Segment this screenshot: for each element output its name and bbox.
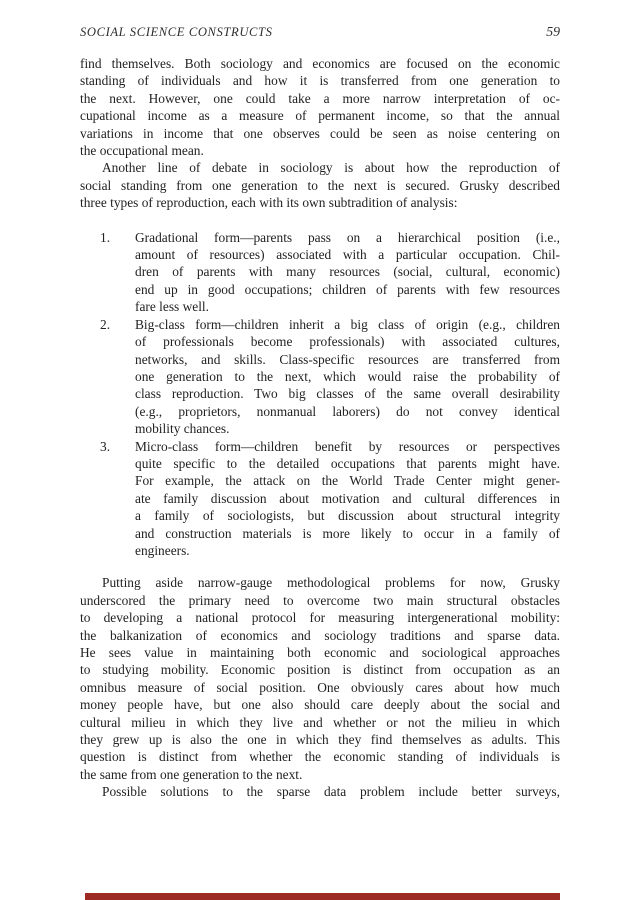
text-line: question is distinct from whether the economic standing of individuals is [80,749,560,765]
text-line: cultural milieu in which they live and whether or not the milieu in which [80,714,560,730]
text-line: the occupational mean. [80,143,204,159]
text-line: find themselves. Both sociology and economics are focused on the economic [80,56,560,71]
list-item [100,438,560,560]
paragraph [80,574,560,783]
text-line: He sees value in maintaining both economic and sociological approaches [80,645,560,660]
paragraph [80,783,560,800]
text-line: a family of sociologists, but discussion about structural integrity [135,508,560,524]
page-number: 59 [546,24,560,39]
text-line: engineers. [135,542,190,558]
text-line: variations in income that one observes could be seen as noise centering on [80,125,560,141]
text-line: Putting aside narrow-gauge methodological problems for now, Grusky [102,575,560,591]
running-title: SOCIAL SCIENCE CONSTRUCTS [80,25,273,39]
text-line: three types of reproduction, each with its own subtradition of analysis: [80,195,458,211]
paragraph [80,159,560,211]
text-line: social standing from one generation to the next is secured. Grusky described [80,177,560,193]
text-line: standing of individuals and how it is transferred from one generation to [80,73,560,89]
text-line: Micro-class form—children benefit by resources or perspectives [135,438,560,454]
text-line: Gradational form—parents pass on a hierarchical position (i.e., [135,229,560,245]
text-line: to studying mobility. Economic position is distinct from occupation as an [80,662,560,678]
text-line: mobility chances. [135,421,230,437]
text-line: Possible solutions to the sparse data problem include better surveys, [102,784,560,800]
list-item [100,316,560,438]
list-item [100,229,560,316]
list-item-number: 1. [100,229,111,245]
text-line: omnibus measure of social position. One obviously cares about how much [80,679,560,695]
text-line: and construction materials is more likely to occur in a family of [135,525,560,541]
text-line: networks, and skills. Class-specific resources are transferred from [135,351,560,367]
page-header [80,24,560,40]
list-item-text [135,316,560,438]
list-item-text [135,438,560,560]
page-body [80,55,560,801]
text-line: quite specific to the detailed occupations that parents might have. [135,455,560,471]
text-line: of professionals become professionals) with associated cultures, [135,334,560,350]
list-item-number: 2. [100,316,111,332]
text-line: to developing a national protocol for measuring intergenerational mobility: [80,610,560,626]
text-line: the next. However, one could take a more narrow interpretation of oc- [80,90,560,106]
text-line: money people have, but one also should care deeply about the social and [80,697,560,713]
text-line: class reproduction. Two big classes of the same overall desirability [135,386,560,402]
paragraph [80,55,560,159]
text-line: dren of parents with many resources (social, cultural, economic) [135,264,560,280]
page-bottom-bar [85,893,560,900]
text-line: they grew up is also the one in which they find themselves as adults. This [80,732,560,748]
text-line: ate family discussion about motivation and cultural differences in [135,490,560,506]
text-line: fare less well. [135,299,209,315]
text-line: Another line of debate in sociology is about how the reproduction of [102,160,560,176]
text-line: one generation to the next, which would raise the probability of [135,368,560,384]
text-line: Big-class form—children inherit a big class of origin (e.g., children [135,316,560,332]
text-line: end up in good occupations; children of parents with few resources [135,281,560,297]
text-line: cupational income as a measure of permanent income, so that the annual [80,108,560,124]
list-item-text [135,229,560,316]
list-item-number: 3. [100,438,111,454]
numbered-list [80,229,560,560]
text-line: the balkanization of economics and sociology traditions and sparse data. [80,627,560,643]
text-line: underscored the primary need to overcome two main structural obstacles [80,592,560,608]
text-line: For example, the attack on the World Trade Center might gener- [135,473,560,489]
text-line: the same from one generation to the next. [80,766,303,782]
text-line: (e.g., proprietors, nonmanual laborers) do not convey identical [135,403,560,419]
text-line: amount of resources) associated with a particular occupation. Chil- [135,247,560,263]
